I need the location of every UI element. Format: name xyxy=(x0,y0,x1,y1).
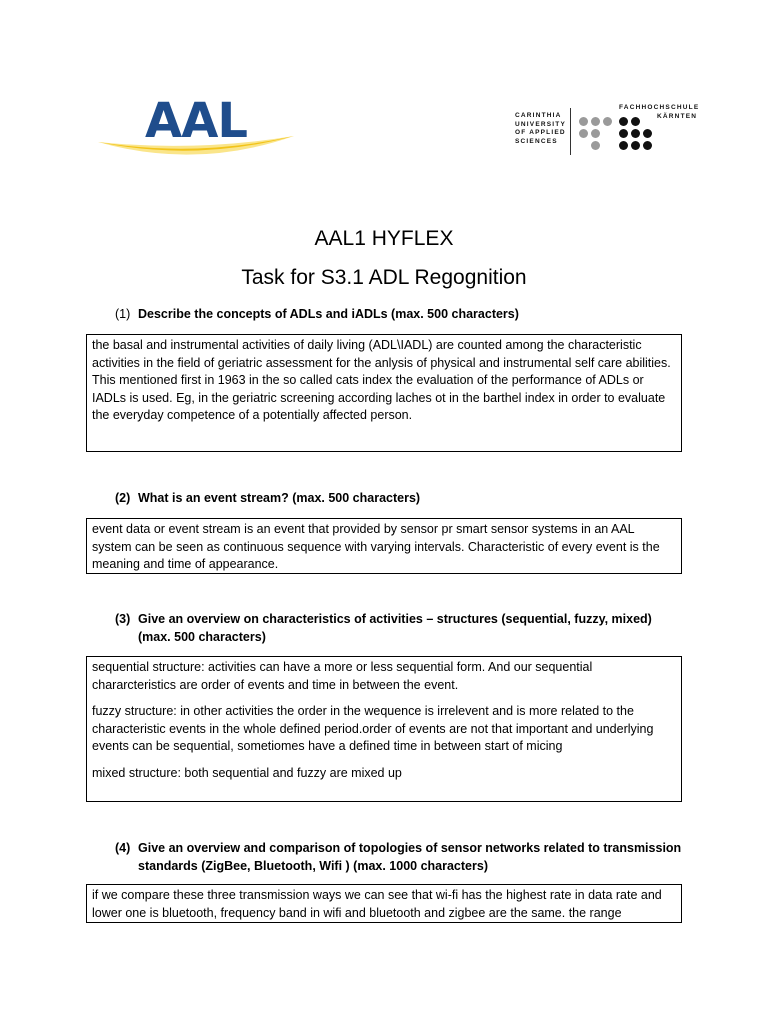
logo-left-text: CARINTHIA UNIVERSITY OF APPLIED SCIENCES xyxy=(515,112,567,145)
question-text: Describe the concepts of ADLs and iADLs (max. 500 characters) xyxy=(138,307,519,321)
answer-paragraph: if we compare these three transmission ways we can see that wi-fi has the highest rate in data rate and lower one is bluetooth, frequency band in wifi and bluetooth and zigbee are the same. the range xyxy=(92,888,662,920)
question-3 xyxy=(115,610,675,648)
question-4 xyxy=(115,839,685,877)
question-number: (3) xyxy=(115,612,131,626)
answer-paragraph: the basal and instrumental activities of daily living (ADL\IADL) are counted among the characteristic activities in the field of geriatric assessment for the anlysis of physical and instrumental self care abilities. This mentioned first in 1963 in the so called cats index the evaluation of the performance of ADLs or IADLs is used. Eg, in the geriatric screening according laches ot in the barthel index in order to evaluate the everyday competence of a potentially affected person. xyxy=(92,338,671,422)
aal-logo xyxy=(96,92,296,164)
carinthia-university-logo xyxy=(515,104,720,156)
svg-text:AAL: AAL xyxy=(145,93,247,149)
question-text: Give an overview and comparison of topologies of sensor networks related to transmission standards (ZigBee, Bluetooth, Wifi ) (max. 1000 characters) xyxy=(138,841,682,873)
answer-box-3[interactable] xyxy=(86,656,682,802)
answer-paragraph: sequential structure: activities can have a more or less sequential form. And our sequential chararcteristics are order of events and time in between the event. xyxy=(92,660,593,692)
logo-right-text: FACHHOCHSCHULE KÄRNTEN xyxy=(619,104,700,120)
question-number: (2) xyxy=(115,491,131,505)
answer-paragraph: fuzzy structure: in other activities the order in the wequence is irrelevent and is more related to the characteristic events in the whole defined period.order of events are not that important and underlying events can be sequential, sometiomes have a defined time in between start of micing xyxy=(92,704,654,753)
question-number: (1) xyxy=(115,307,131,321)
answer-box-4[interactable] xyxy=(86,884,682,923)
answer-box-1[interactable] xyxy=(86,334,682,452)
document-subtitle: Task for S3.1 ADL Regognition xyxy=(241,266,527,289)
question-text: Give an overview on characteristics of activities – structures (sequential, fuzzy, mixed) (max. 500 characters) xyxy=(138,612,652,644)
question-text: What is an event stream? (max. 500 characters) xyxy=(138,491,421,505)
answer-paragraph: event data or event stream is an event that provided by sensor pr smart sensor systems in an AAL system can be seen as continuous sequence with varying intervals. Characteristic of every event is the meaning and time of appearance. xyxy=(92,522,660,571)
answer-paragraph: mixed structure: both sequential and fuzzy are mixed up xyxy=(92,765,402,780)
document-title: AAL1 HYFLEX xyxy=(314,227,454,250)
question-number: (4) xyxy=(115,841,131,855)
logo-divider xyxy=(570,108,571,155)
answer-box-2[interactable] xyxy=(86,518,682,574)
